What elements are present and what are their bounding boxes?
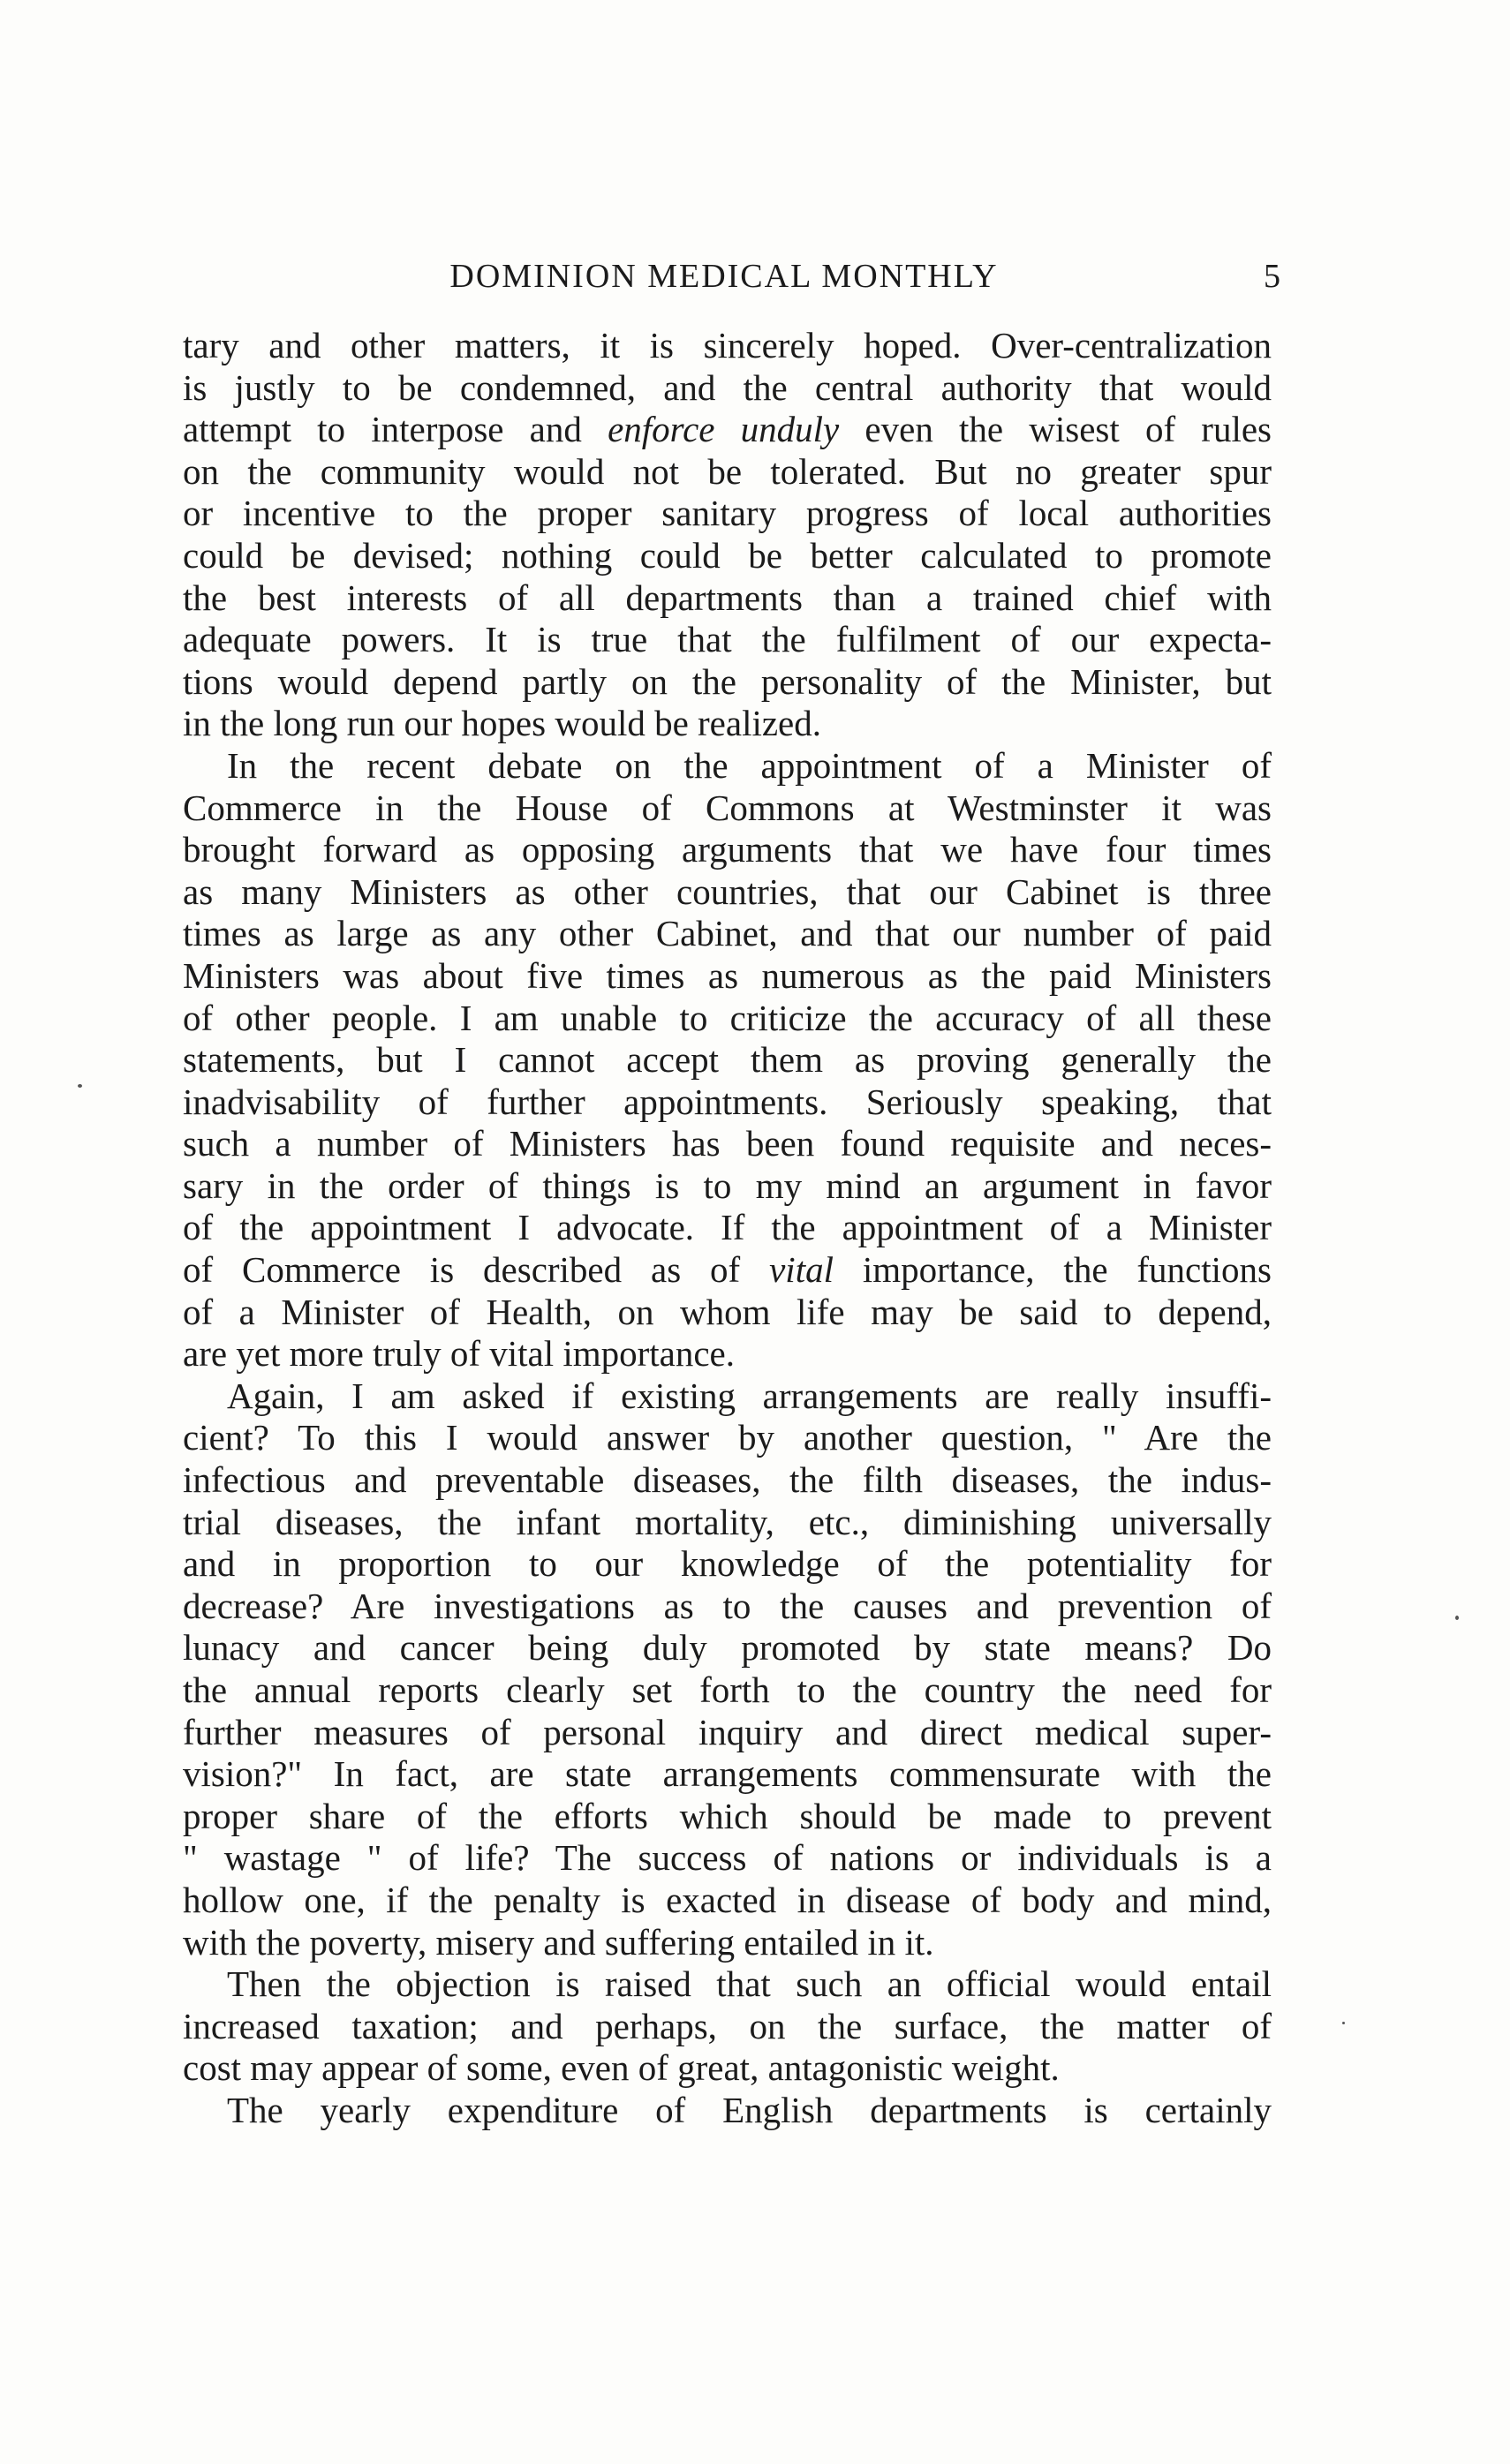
paragraph-3 [183,1375,1272,1963]
text-line: times as large as any other Cabinet, and that our number of paid [183,913,1272,954]
paragraph-2 [183,745,1272,1375]
text-line: the annual reports clearly set forth to the country the need for [183,1669,1272,1710]
text-line: brought forward as opposing arguments that we have four times [183,829,1272,870]
text-line: such a number of Ministers has been found requisite and neces- [183,1123,1272,1164]
text-line: Ministers was about five times as numerous as the paid Ministers [183,954,1272,996]
text-line: inadvisability of further appointments. Seriously speaking, that [183,1081,1272,1122]
text-run: importance, the functions [833,1249,1272,1291]
emphasis-text: enforce unduly [608,409,840,450]
text-line: tary and other matters, it is sincerely hoped. Over-centralization [183,325,1272,365]
text-line [183,409,1272,451]
running-title: DOMINION MEDICAL MONTHLY [449,258,999,295]
text-line: tions would depend partly on the personality of the Minister, but [183,660,1272,702]
text-line: of a Minister of Health, on whom life may be said to depend, [183,1291,1272,1332]
page-number: 5 [1264,258,1280,295]
text-line: the best interests of all departments than a trained chief with [183,576,1272,618]
text-line: of other people. I am unable to criticize the accuracy of all these [183,997,1272,1038]
text-line [183,1249,1272,1292]
text-run: attempt to interpose and [183,409,608,450]
text-line: adequate powers. It is true that the fulfilment of our expecta- [183,619,1272,660]
text-line: as many Ministers as other countries, that our Cabinet is three [183,870,1272,912]
text-line: are yet more truly of vital importance. [183,1333,736,1375]
text-line: could be devised; nothing could be better calculated to promote [183,534,1272,576]
text-line: and in proportion to our knowledge of the potentiality for [183,1543,1272,1585]
text-line: further measures of personal inquiry and direct medical super- [183,1711,1272,1752]
text-line: on the community would not be tolerated. But no greater spur [183,450,1272,492]
text-line: of the appointment I advocate. If the appointment of a Minister [183,1207,1272,1248]
text-line: vision?" In fact, are state arrangements commensurate with the [183,1753,1272,1795]
text-line: lunacy and cancer being duly promoted by state means? Do [183,1627,1272,1669]
text-line: decrease? Are investigations as to the causes and prevention of [183,1585,1272,1626]
text-line: " wastage " of life? The success of nations or individuals is a [183,1837,1272,1879]
text-line: cost may appear of some, even of great, antagonistic weight. [183,2047,1060,2089]
text-line: hollow one, if the penalty is exacted in disease of body and mind, [183,1879,1272,1920]
text-line: or incentive to the proper sanitary progress of local authorities [183,493,1272,534]
text-line: In the recent debate on the appointment of a Minister of [227,744,1272,786]
article-body [183,325,1272,2132]
paragraph-5 [183,2090,1272,2132]
text-run: even the wisest of rules [839,409,1272,450]
paragraph-4 [183,1963,1272,2090]
text-line: is justly to be condemned, and the central authority that would [183,366,1272,408]
scan-speck [1455,1616,1459,1620]
paragraph-1 [183,325,1272,745]
text-line: proper share of the efforts which should be made to prevent [183,1795,1272,1836]
text-line: Commerce in the House of Commons at Westminster it was [183,787,1272,828]
scan-speck [1342,2022,1345,2024]
text-line: sary in the order of things is to my mind an argument in favor [183,1164,1272,1206]
text-line: statements, but I cannot accept them as proving generally the [183,1039,1272,1081]
text-line: cient? To this I would answer by another question, " Are the [183,1417,1272,1458]
text-line: increased taxation; and perhaps, on the surface, the matter of [183,2005,1272,2046]
text-line: Again, I am asked if existing arrangements are really insuffi- [227,1375,1272,1416]
text-run: of Commerce is described as of [183,1249,770,1291]
text-line: trial diseases, the infant mortality, etc., diminishing universally [183,1501,1272,1542]
text-line: The yearly expenditure of English departments is certainly [227,2089,1272,2130]
running-head [168,254,1280,298]
text-line: with the poverty, misery and suffering entailed in it. [183,1921,934,1963]
emphasis-text: vital [769,1249,834,1291]
text-line: Then the objection is raised that such an official would entail [227,1963,1272,2005]
text-line: in the long run our hopes would be realized. [183,703,822,744]
scan-speck [78,1084,82,1088]
text-line: infectious and preventable diseases, the filth diseases, the indus- [183,1459,1272,1501]
